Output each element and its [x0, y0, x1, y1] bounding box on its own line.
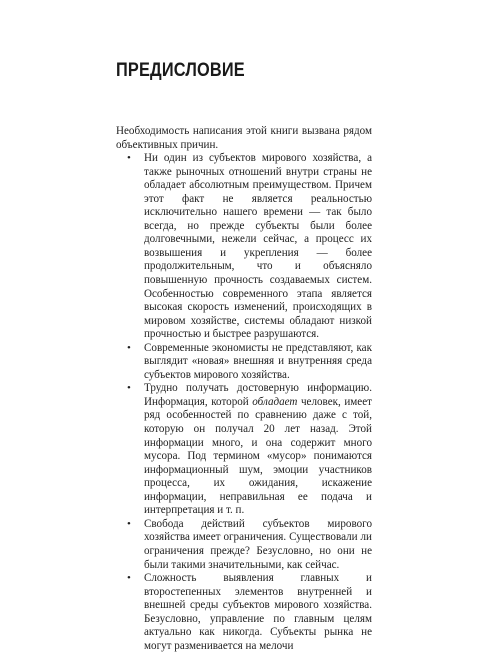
bullet-icon: •: [127, 517, 131, 530]
list-item: [116, 342, 372, 383]
bullet-icon: •: [127, 572, 131, 585]
list-item: [116, 152, 372, 342]
list-item-text: Ни один из субъектов мирового хозяйства, а также рыночных отношений внутри страны не обладает абсолютным преимуществом. Причем этот факт не является реальностью исключительно нашего времени — так было всегда, но прежде субъекты были более долговечными, нежели сейчас, а процесс их возвышения и укрепления — более продолжительным, что и объясняло повышенную прочность создаваемых систем. Особенностью современного этапа является высокая скорость изменений, происходящих в мировом хозяйстве, системы обладают низкой прочностью и быстрее разрушаются.: [144, 152, 372, 341]
intro-paragraph: Необходимость написания этой книги вызвана рядом объективных причин.: [116, 125, 372, 151]
list-item: [116, 382, 372, 517]
list-item-text: Свобода действий субъектов мирового хозяйства имеет ограничения. Существовали ли ограничения прежде? Безусловно, но они не были такими значительными, как сейчас.: [144, 517, 372, 571]
emphasized-word: обладает: [252, 395, 298, 408]
list-item-text: Сложность выявления главных и второстепенных элементов внутренней и внешней среды субъектов мирового хозяйства. Безусловно, управление по главным целям актуально как никогда. Субъекты рынка не могут разменивается на мелочи: [144, 572, 372, 652]
list-item-text: Современные экономисты не представляют, как выглядит «новая» внешняя и внутренняя среда субъектов мирового хозяйства.: [144, 341, 372, 381]
body-text: [116, 125, 372, 653]
chapter-heading: ПРЕДИСЛОВИЕ: [116, 60, 245, 81]
bullet-icon: •: [127, 152, 131, 165]
list-item-text-start: Трудно получать достоверную информацию. Информация, которой: [144, 382, 372, 408]
list-item: [116, 518, 372, 572]
list-item-text-end: человек, имеет ряд особенностей по сравнению даже с той, которую он получал 20 лет назад. Этой информации много, и она содержит много мусора. Под термином «мусор» понимаются информационный шум, эмоции участников процесса, их ожидания, искажение информации, неправильная ее подача и интерпретация и т. п.: [144, 395, 373, 517]
bullet-icon: •: [127, 382, 131, 395]
list-item: [116, 572, 372, 653]
bullet-icon: •: [127, 341, 131, 354]
bullet-list: [116, 152, 372, 653]
